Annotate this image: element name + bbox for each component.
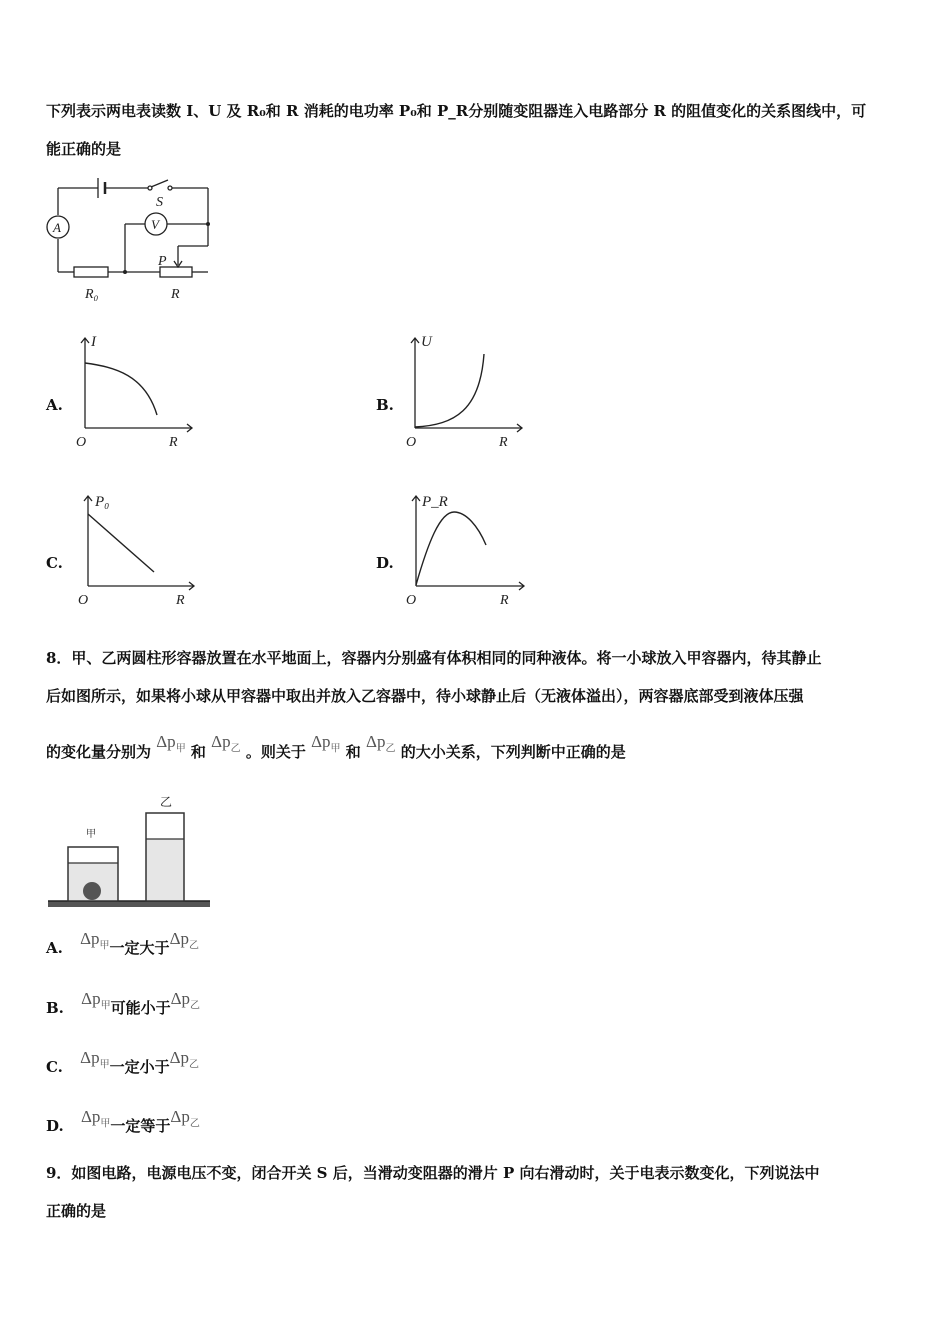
switch-blade: [151, 180, 168, 187]
x-label: R: [169, 435, 178, 450]
y-label: P₀: [95, 494, 110, 510]
q7-stem-line2: 能正确的是: [46, 140, 122, 158]
voltmeter-label: V: [151, 217, 159, 232]
q7-graph-a: [70, 330, 200, 455]
option-letter: D.: [46, 1117, 64, 1135]
q8-option-b[interactable]: [46, 990, 200, 1033]
ground: [48, 901, 210, 907]
q8-text-e: 的大小关系，下列判断中正确的是: [400, 743, 626, 761]
q7-option-d-letter[interactable]: D.: [376, 554, 394, 572]
yi-liquid: [146, 839, 184, 901]
delta-p-jia: $\Delta p_甲$: [311, 732, 341, 755]
switch-contact-right: [168, 186, 172, 190]
x-label: R: [176, 593, 185, 608]
curve-pr-vs-r: [416, 512, 486, 585]
q8-text-a: 的变化量分别为: [46, 743, 152, 761]
q8-option-c[interactable]: [46, 1049, 199, 1092]
delta-p-yi: $\Delta p_乙$: [211, 732, 241, 755]
q7-option-a-letter[interactable]: A.: [46, 396, 63, 414]
option-letter: C.: [46, 1058, 63, 1076]
option-text: 一定大于: [109, 939, 170, 957]
q8-stem-line2: 后如图所示，如果将小球从甲容器中取出并放入乙容器中，待小球静止后（无液体溢出），两容器底部受到液体压强: [46, 687, 804, 705]
y-label: P_R: [422, 494, 448, 510]
curve-i-vs-r: [85, 363, 157, 415]
delta-p-yi: $\Delta p_乙$: [169, 929, 199, 952]
origin-label: O: [78, 593, 89, 608]
q7-graph-b: [400, 330, 530, 455]
slider-label: P: [158, 254, 167, 269]
ball: [83, 882, 101, 900]
r-label: R: [171, 287, 180, 302]
delta-p-jia: $\Delta p_甲$: [80, 1107, 111, 1130]
option-letter: A.: [46, 939, 63, 957]
origin-label: O: [76, 435, 87, 450]
q8-stem-line3: [46, 734, 626, 777]
q8-stem-line1: 8．甲、乙两圆柱形容器放置在水平地面上，容器内分别盛有体积相同的同种液体。将一小球放入甲容器内，待其静止: [46, 649, 822, 667]
delta-p-jia: $\Delta p_甲$: [80, 929, 110, 952]
origin-label: O: [406, 593, 417, 608]
delta-p-jia: $\Delta p_甲$: [80, 1048, 110, 1071]
delta-p-jia: $\Delta p_甲$: [156, 732, 186, 755]
y-label: I: [91, 334, 96, 350]
curve-u-vs-r: [415, 354, 484, 427]
q8-option-d[interactable]: [46, 1108, 200, 1151]
option-text: 可能小于: [110, 999, 171, 1017]
origin-label: O: [406, 435, 417, 450]
x-label: R: [500, 593, 509, 608]
resistor-r0: [74, 267, 108, 277]
circuit-diagram: [40, 168, 220, 308]
q8-text-d: 和: [345, 743, 361, 761]
option-text: 一定小于: [109, 1058, 170, 1076]
delta-p-yi: $\Delta p_乙$: [170, 989, 201, 1012]
q7-stem-line1: 下列表示两电表读数 I、U 及 R₀和 R 消耗的电功率 P₀和 P_R分别随变阻器连入电路部分 R 的阻值变化的关系图线中，可: [46, 102, 867, 120]
q8-text-c: 。则关于: [245, 743, 306, 761]
q7-graph-c: [70, 488, 200, 613]
label-yi: 乙: [160, 795, 173, 809]
option-text: 一定等于: [110, 1117, 171, 1135]
containers-figure: [44, 793, 214, 913]
q9-stem-line1: 9．如图电路，电源电压不变，闭合开关 S 后，当滑动变阻器的滑片 P 向右滑动时，关于电表示数变化，下列说法中: [46, 1164, 820, 1182]
line-p0-vs-r: [88, 514, 154, 572]
q7-option-c-letter[interactable]: C.: [46, 554, 63, 572]
option-letter: B.: [46, 999, 64, 1017]
delta-p-yi: $\Delta p_乙$: [169, 1048, 200, 1071]
delta-p-yi: $\Delta p_乙$: [366, 732, 396, 755]
q9-stem-line2: 正确的是: [46, 1202, 107, 1220]
q7-graph-d: [400, 488, 530, 613]
r0-label: R₀: [85, 287, 99, 302]
y-label: U: [421, 334, 432, 350]
q8-option-a[interactable]: [46, 930, 199, 973]
delta-p-yi: $\Delta p_乙$: [170, 1107, 200, 1130]
label-jia: 甲: [86, 829, 96, 840]
q8-text-b: 和: [190, 743, 206, 761]
q7-option-b-letter[interactable]: B.: [376, 396, 394, 414]
ammeter-label: A: [53, 220, 61, 235]
switch-label: S: [156, 195, 163, 210]
x-label: R: [499, 435, 508, 450]
delta-p-jia: $\Delta p_甲$: [81, 989, 111, 1012]
